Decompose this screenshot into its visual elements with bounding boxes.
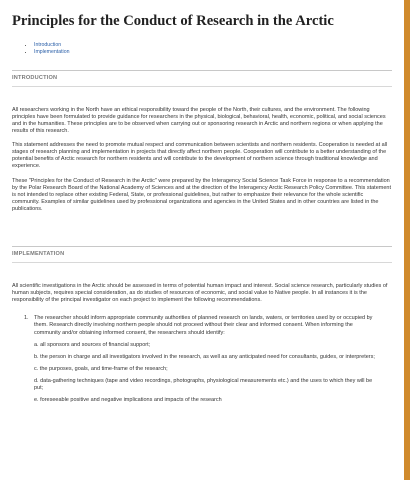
list-item-number: 1. (24, 315, 29, 322)
page-edge-accent (404, 0, 410, 480)
table-of-contents (0, 42, 404, 57)
toc-link-implementation[interactable]: Implementation (34, 49, 70, 56)
divider (12, 262, 392, 263)
introduction-paragraph-2: This statement addresses the need to promote mutual respect and communication between scientists and northern residents. Cooperation is needed at all stages of research planning and implementation in projects that directly affect northern people. Cooperation will contribute to a better understanding of the potential benefits of Arctic research for northern residents and will contribute to the development of northern science through traditional knowledge and experience. (12, 142, 388, 170)
list-item (24, 315, 380, 404)
recommendation-list (0, 315, 404, 404)
subitem-d: d. data-gathering techniques (tape and video recordings, photographs, physiological measurements etc.) and the uses to which they will be put; (34, 377, 373, 391)
subitem-c: c. the purposes, goals, and time-frame of the research; (34, 365, 168, 372)
subitem-e: e. foreseeable positive and negative implications and impacts of the research (34, 397, 222, 404)
introduction-paragraph-1: All researchers working in the North have an ethical responsibility toward the people of the North, their cultures, and the environment. The following principles have been formulated to provide guidance for researchers in the physical, biological, behavioral, health, economic, political, and social sciences and in the humanities. These principles are to be observed when carrying out or sponsoring research in Arctic and northern regions or when applying the results of this research. (12, 106, 386, 135)
toc-item-introduction (34, 42, 404, 49)
list-item-text: The researcher should inform appropriate community authorities of planned research on lands, waters, or territories used by or occupied by them. Research directly involving northern people should not proceed without their clear and informed consent. When informing the community and/or obtaining informed consent, the researchers should identify: (34, 315, 373, 336)
divider (12, 86, 392, 87)
introduction-paragraph-3: These "Principles for the Conduct of Research in the Arctic" were prepared by the Interagency Social Science Task Force in response to a recommendation by the Polar Research Board of the National Academy of Sciences and at the direction of the Interagency Arctic Research Policy Committee. This statement is not intended to replace other existing Federal, State, or professional guidelines, but rather to emphasize their relevance for the whole scientific community. Examples of similar guidelines used by professional organizations and agencies in the United States and in other countries are listed in the publications. (12, 177, 391, 212)
introduction-heading: INTRODUCTION (12, 74, 58, 81)
implementation-paragraph: All scientific investigations in the Arctic should be assessed in terms of potential human impact and interest. Social science research, particularly studies of human subjects, requires special consideration, as do studies of resources of economic, and social value to Native people. In all instances it is the responsibility of the principal investigator on each project to implement the following recommendations. (12, 283, 388, 304)
subitem-a: a. all sponsors and sources of financial support; (34, 341, 151, 348)
subitem-b: b. the person in charge and all investigators involved in the research, as well as any anticipated need for consultants, guides, or interpreters; (34, 353, 375, 360)
implementation-heading: IMPLEMENTATION (12, 251, 65, 258)
toc-link-introduction[interactable]: Introduction (34, 42, 62, 48)
page-title: Principles for the Conduct of Research in the Arctic (12, 13, 334, 29)
toc-item-implementation (34, 49, 404, 56)
